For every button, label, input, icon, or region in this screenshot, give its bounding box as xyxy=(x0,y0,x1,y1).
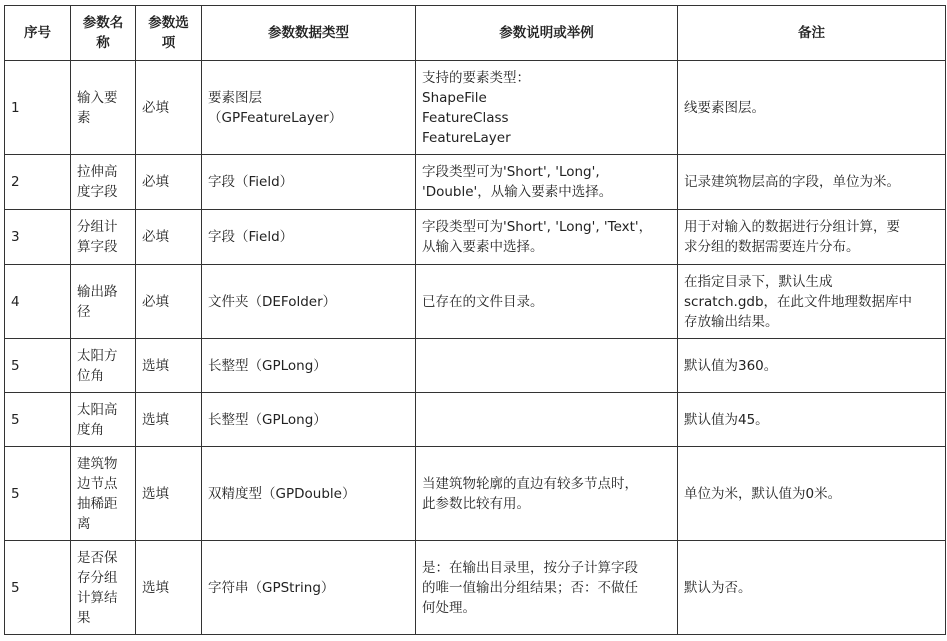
cell-name: 太阳高 度角 xyxy=(71,393,136,447)
cell-option: 选填 xyxy=(136,339,202,393)
table-row xyxy=(5,447,946,541)
cell-option: 选填 xyxy=(136,447,202,541)
table-row xyxy=(5,210,946,265)
cell-name: 太阳方 位角 xyxy=(71,339,136,393)
table-row xyxy=(5,393,946,447)
cell-option: 必填 xyxy=(136,210,202,265)
cell-no: 5 xyxy=(5,541,71,635)
cell-desc xyxy=(416,393,678,447)
cell-name: 建筑物 边节点 抽稀距 离 xyxy=(71,447,136,541)
cell-desc: 字段类型可为'Short', 'Long', 'Double'，从输入要素中选择。 xyxy=(416,155,678,210)
cell-desc: 当建筑物轮廓的直边有较多节点时， 此参数比较有用。 xyxy=(416,447,678,541)
header-desc: 参数说明或举例 xyxy=(416,6,678,61)
cell-no: 5 xyxy=(5,393,71,447)
cell-option: 必填 xyxy=(136,265,202,339)
table-row xyxy=(5,339,946,393)
cell-type: 字段（Field） xyxy=(202,155,416,210)
cell-note: 记录建筑物层高的字段，单位为米。 xyxy=(678,155,946,210)
cell-desc: 已存在的文件目录。 xyxy=(416,265,678,339)
header-row xyxy=(5,6,946,61)
cell-type: 要素图层 （GPFeatureLayer） xyxy=(202,61,416,155)
cell-option: 选填 xyxy=(136,541,202,635)
cell-no: 1 xyxy=(5,61,71,155)
cell-name: 分组计 算字段 xyxy=(71,210,136,265)
header-option: 参数选 项 xyxy=(136,6,202,61)
cell-no: 4 xyxy=(5,265,71,339)
table-row xyxy=(5,265,946,339)
cell-no: 5 xyxy=(5,339,71,393)
cell-type: 长整型（GPLong） xyxy=(202,339,416,393)
cell-name: 输入要 素 xyxy=(71,61,136,155)
cell-option: 必填 xyxy=(136,61,202,155)
cell-type: 字段（Field） xyxy=(202,210,416,265)
cell-option: 必填 xyxy=(136,155,202,210)
cell-name: 拉伸高 度字段 xyxy=(71,155,136,210)
cell-type: 文件夹（DEFolder） xyxy=(202,265,416,339)
cell-type: 字符串（GPString） xyxy=(202,541,416,635)
cell-type: 双精度型（GPDouble） xyxy=(202,447,416,541)
cell-no: 5 xyxy=(5,447,71,541)
table-row xyxy=(5,61,946,155)
cell-no: 2 xyxy=(5,155,71,210)
header-no: 序号 xyxy=(5,6,71,61)
header-name: 参数名 称 xyxy=(71,6,136,61)
cell-desc: 字段类型可为'Short', 'Long', 'Text'， 从输入要素中选择。 xyxy=(416,210,678,265)
cell-no: 3 xyxy=(5,210,71,265)
cell-name: 输出路 径 xyxy=(71,265,136,339)
cell-note: 默认值为360。 xyxy=(678,339,946,393)
table-row xyxy=(5,541,946,635)
cell-name: 是否保 存分组 计算结 果 xyxy=(71,541,136,635)
cell-note: 用于对输入的数据进行分组计算，要 求分组的数据需要连片分布。 xyxy=(678,210,946,265)
cell-desc: 支持的要素类型： ShapeFile FeatureClass FeatureLayer xyxy=(416,61,678,155)
parameter-table xyxy=(4,5,946,635)
cell-note: 在指定目录下，默认生成 scratch.gdb，在此文件地理数据库中 存放输出结果。 xyxy=(678,265,946,339)
cell-desc xyxy=(416,339,678,393)
cell-note: 默认值为45。 xyxy=(678,393,946,447)
cell-type: 长整型（GPLong） xyxy=(202,393,416,447)
header-type: 参数数据类型 xyxy=(202,6,416,61)
cell-note: 单位为米，默认值为0米。 xyxy=(678,447,946,541)
cell-desc: 是：在输出目录里，按分子计算字段 的唯一值输出分组结果；否：不做任 何处理。 xyxy=(416,541,678,635)
table-row xyxy=(5,155,946,210)
cell-note: 线要素图层。 xyxy=(678,61,946,155)
cell-note: 默认为否。 xyxy=(678,541,946,635)
cell-option: 选填 xyxy=(136,393,202,447)
header-note: 备注 xyxy=(678,6,946,61)
